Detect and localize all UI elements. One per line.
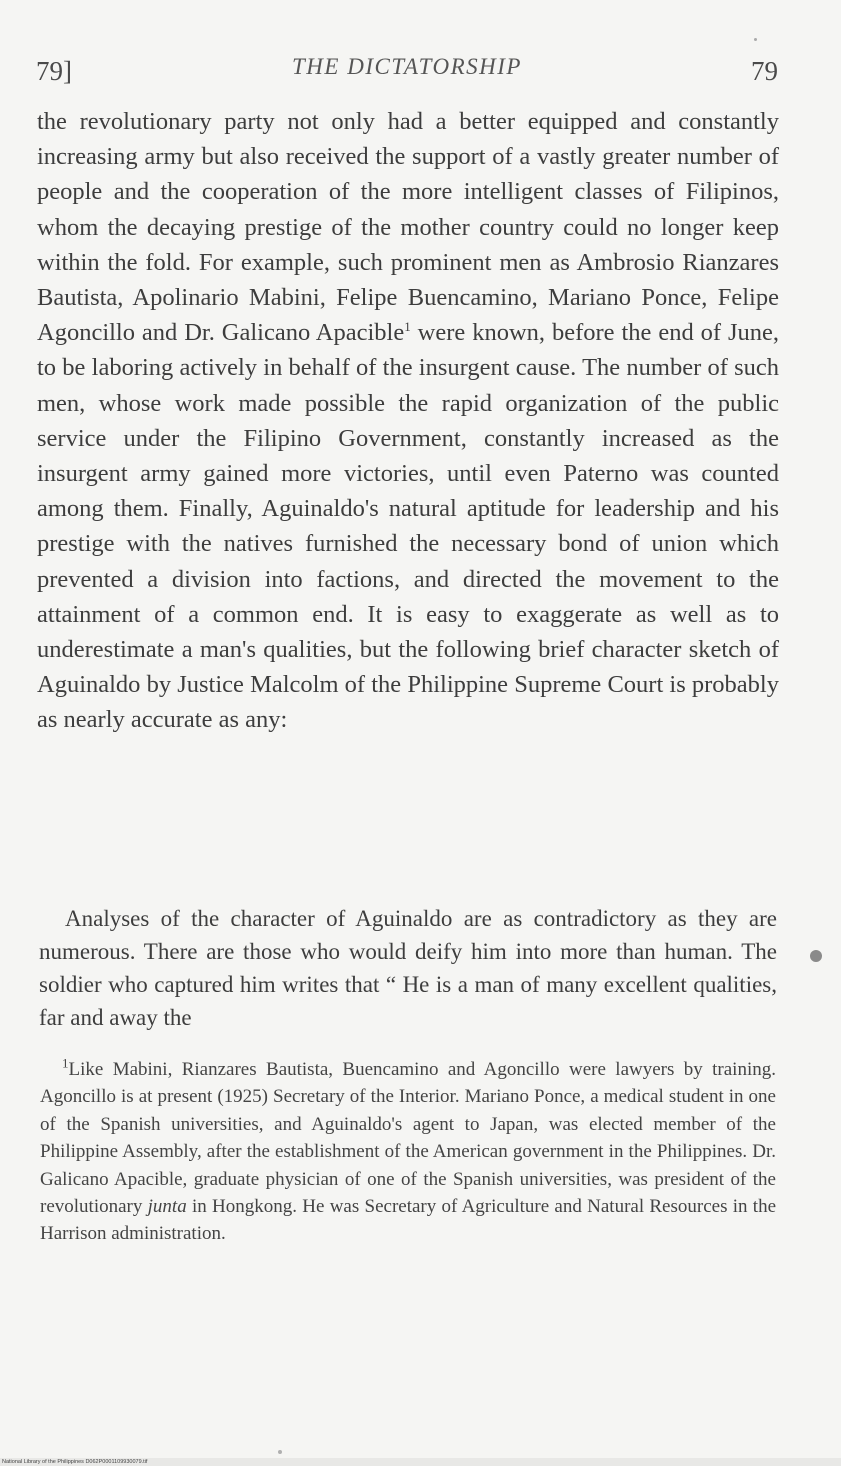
footnote-marker: 1 [62,1055,69,1071]
footnote-reference: 1 [404,319,411,335]
footnote-text-part-1: Like Mabini, Rianzares Bautista, Buencamino and Agoncillo were lawyers by training. Agoncillo is at present (1925) Secretary of the Interior. Mariano Ponce, a medical student in one of the Spanish universities, and Aguinaldo's agent to Japan, was elected member of the Philippine Assembly, after the establishment of the American government in the Philippines. Dr. Galicano Apacible, graduate physician of one of the Spanish universities, was president of the revolutionary [40,1059,776,1218]
footnote-italic-word: junta [147,1196,187,1218]
page-number-right: 79 [751,56,778,86]
main-text-part-2: were known, before the end of June, to be laboring actively in behalf of the insurgent cause. The number of such men, whose work made possible the rapid organization of the public service under the Filipino Government, constantly increased as the insurgent army gained more victories, until even Paterno was counted among them. Finally, Aguinaldo's natural aptitude for leadership and his prestige with the natives furnished the necessary bond of union which prevented a division into factions, and directed the movement to the attainment of a common end. It is easy to exaggerate as well as to underestimate a man's qualities, but the following brief character sketch of Aguinaldo by Justice Malcolm of the Philippine Supreme Court is probably as nearly accurate as any: [37,319,779,734]
footnote [40,1056,776,1248]
footnote-text-part-2: in Hongkong. He was Secretary of Agriculture and Natural Resources in the Harrison administration. [40,1196,777,1245]
running-head [36,52,778,92]
scan-dot-bottom [278,1450,282,1454]
main-text-part-1: the revolutionary party not only had a better equipped and constantly increasing army but also received the support of a vastly greater number of people and the cooperation of the more intelligent classes of Filipinos, whom the decaying prestige of the mother country could no longer keep within the fold. For example, such prominent men as Ambrosio Rianzares Bautista, Apolinario Mabini, Felipe Buencamino, Mariano Ponce, Felipe Agoncillo and Dr. Galicano Apacible [37,108,779,347]
page-number-left: 79] [36,56,72,86]
scan-dot-top [754,38,757,41]
scan-speck [810,950,822,962]
quotation-paragraph: Analyses of the character of Aguinaldo are as contradictory as they are numerous. There are those who would deify him into more than human. The soldier who captured him writes that “ He is a man of many excellent qualities, far and away the [39,906,777,1030]
scan-footer-strip [0,1458,841,1466]
main-paragraph [37,104,779,738]
running-head-title: THE DICTATORSHIP [292,54,522,79]
archive-label: National Library of the Philippines D062P0001109930079.tif [2,1459,148,1465]
